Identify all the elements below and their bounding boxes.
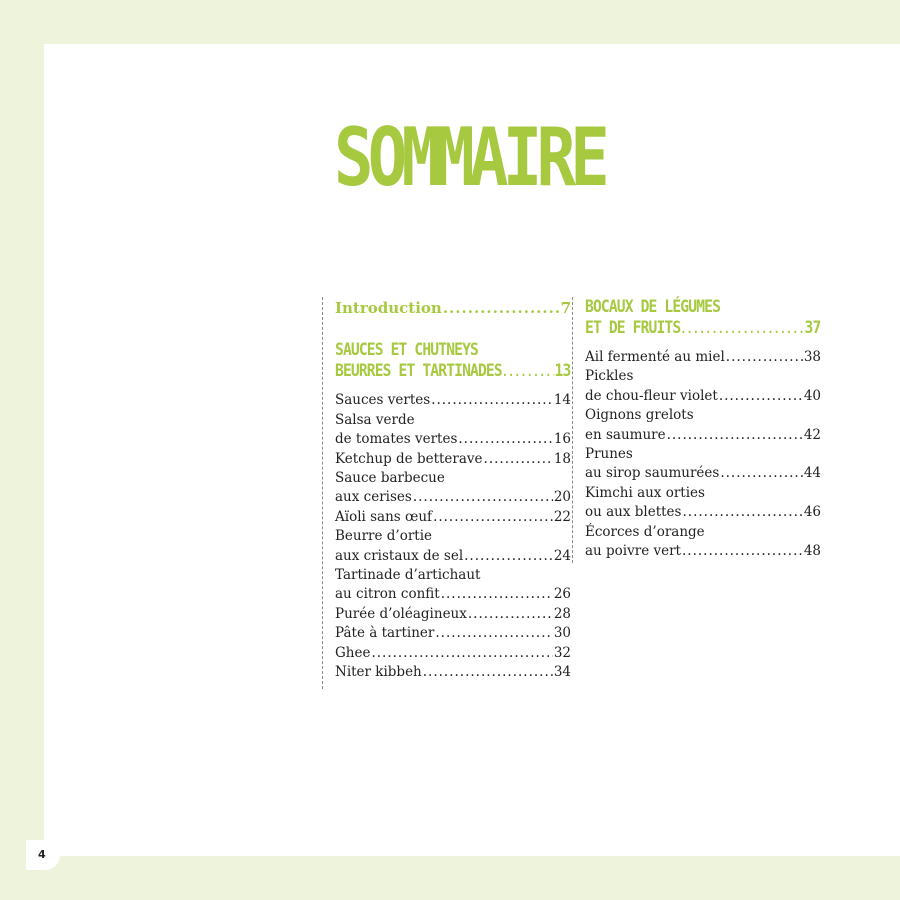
toc-entry-label: de tomates vertes (335, 431, 458, 448)
toc-entry-label: aux cristaux de sel (335, 547, 464, 564)
toc-entry-line: Pickles (585, 368, 634, 385)
toc-entry-row (585, 426, 821, 445)
toc-entry[interactable] (335, 527, 571, 566)
toc-entry-line: Salsa verde (335, 411, 415, 428)
toc-entry-page: 28 (553, 605, 571, 622)
toc-entry-label: Pâte à tartiner (335, 625, 435, 642)
toc-entry[interactable] (335, 411, 571, 450)
toc-entry[interactable] (585, 484, 821, 523)
toc-entry-row (335, 663, 571, 682)
toc-entry-introduction[interactable] (335, 299, 571, 318)
leader-dots (680, 319, 804, 340)
leader-dots (431, 391, 553, 410)
toc-entry-row (335, 585, 571, 604)
toc-entry[interactable] (335, 508, 571, 527)
leader-dots (458, 430, 552, 449)
toc-entry-label: Ghee (335, 644, 371, 661)
toc-entry-row (335, 644, 571, 663)
section-page: 13 (554, 361, 571, 382)
toc-entry-row (335, 547, 571, 566)
leader-dots (464, 547, 553, 566)
toc-entry[interactable] (585, 348, 821, 367)
toc-list-right (585, 348, 821, 561)
toc-entry-page: 32 (553, 644, 571, 661)
toc-entry-row (335, 488, 571, 507)
toc-entry-label: au citron confit (335, 586, 440, 603)
toc-entry-line: Beurre d’ortie (335, 528, 433, 545)
leader-dots (371, 644, 552, 663)
toc-entry-row (335, 605, 571, 624)
toc-entry[interactable] (585, 523, 821, 562)
leader-dots (667, 426, 803, 445)
leader-dots (433, 508, 553, 527)
toc-list-left (335, 391, 571, 682)
toc-entry[interactable] (335, 624, 571, 643)
toc-entry-page: 24 (553, 547, 571, 564)
toc-entry-line: Prunes (585, 446, 633, 463)
toc-entry-page: 46 (803, 504, 821, 521)
page-title: SOMMAIRE (334, 111, 605, 204)
toc-entry-page: 48 (803, 543, 821, 560)
toc-entry[interactable] (335, 644, 571, 663)
toc-entry-row (335, 624, 571, 643)
leader-dots (441, 585, 553, 604)
toc-entry-label: aux cerises (335, 489, 412, 506)
toc-entry-label: Ketchup de betterave (335, 450, 483, 467)
toc-entry-label: Ail fermenté au miel (585, 349, 725, 365)
leader-dots (726, 348, 803, 367)
section-heading-sauces[interactable] (335, 340, 571, 383)
toc-entry[interactable] (335, 469, 571, 508)
toc-entry-page: 44 (803, 465, 821, 482)
leader-dots (443, 299, 560, 318)
leader-dots (413, 488, 553, 507)
toc-entry-line: Tartinade d’artichaut (335, 567, 481, 584)
toc-entry-label: Introduction (335, 299, 442, 317)
leader-dots (423, 663, 553, 682)
toc-entry-line: Kimchi aux orties (585, 484, 705, 501)
toc-entry-label: Aïoli sans œuf (335, 508, 433, 525)
toc-entry-page: 34 (553, 664, 571, 681)
toc-entry[interactable] (585, 445, 821, 484)
toc-entry-line: Sauce barbecue (335, 470, 445, 487)
leader-dots (502, 362, 555, 383)
leader-dots (720, 464, 802, 483)
leader-dots (435, 624, 552, 643)
section-page: 37 (804, 318, 821, 338)
toc-entry-row (585, 348, 821, 367)
toc-entry-page: 18 (553, 450, 571, 467)
toc-entry-label: de chou-fleur violet (585, 387, 718, 404)
toc-entry-page: 26 (553, 586, 571, 603)
toc-entry-label: ou aux blettes (585, 504, 682, 521)
toc-entry-page: 7 (560, 299, 571, 317)
leader-dots (468, 605, 553, 624)
toc-entry[interactable] (585, 406, 821, 445)
toc-entry-label: Sauces vertes (335, 392, 431, 409)
leader-dots (682, 542, 803, 561)
toc-column-left (322, 297, 571, 689)
toc-entry-row (585, 464, 821, 483)
toc-entry-row (585, 503, 821, 522)
toc-entry-line: Oignons grelots (585, 407, 694, 424)
toc-entry-page: 42 (803, 426, 821, 443)
toc-entry-label: Niter kibbeh (335, 664, 422, 681)
section-heading-line: BOCAUX DE LÉGUMES (585, 297, 721, 317)
toc-entry-row (335, 391, 571, 410)
toc-entry-row (585, 542, 821, 561)
toc-entry-row (335, 430, 571, 449)
section-heading-bocaux[interactable] (585, 297, 821, 340)
toc-entry-page: 40 (803, 387, 821, 404)
toc-entry-page: 16 (553, 431, 571, 448)
page-number: 4 (38, 848, 46, 861)
toc-entry-page: 14 (553, 392, 571, 409)
toc-entry-label: en saumure (585, 426, 666, 443)
toc-entry-page: 30 (553, 625, 571, 642)
toc-entry-page: 22 (553, 508, 571, 525)
toc-entry-label: au sirop saumurées (585, 465, 720, 482)
toc-entry[interactable] (585, 367, 821, 406)
toc-entry[interactable] (335, 605, 571, 624)
section-heading-line: SAUCES ET CHUTNEYS (335, 340, 478, 361)
toc-entry-label: Purée d’oléagineux (335, 605, 467, 622)
toc-entry[interactable] (335, 391, 571, 410)
toc-entry-line: Écorces d’orange (585, 523, 705, 540)
toc-entry-row (335, 450, 571, 469)
toc-column-right (572, 297, 821, 563)
toc-entry[interactable] (335, 566, 571, 605)
toc-entry-page: 20 (553, 489, 571, 506)
toc-entry-label: au poivre vert (585, 543, 681, 560)
toc-entry-row (335, 508, 571, 527)
leader-dots (719, 387, 803, 406)
toc-entry[interactable] (335, 450, 571, 469)
section-heading-line: BEURRES ET TARTINADES (335, 361, 502, 382)
toc-entry-row (585, 387, 821, 406)
leader-dots (484, 450, 553, 469)
section-heading-line: ET DE FRUITS (585, 318, 681, 338)
toc-entry-page: 38 (803, 349, 821, 365)
leader-dots (682, 503, 802, 522)
toc-entry[interactable] (335, 663, 571, 682)
